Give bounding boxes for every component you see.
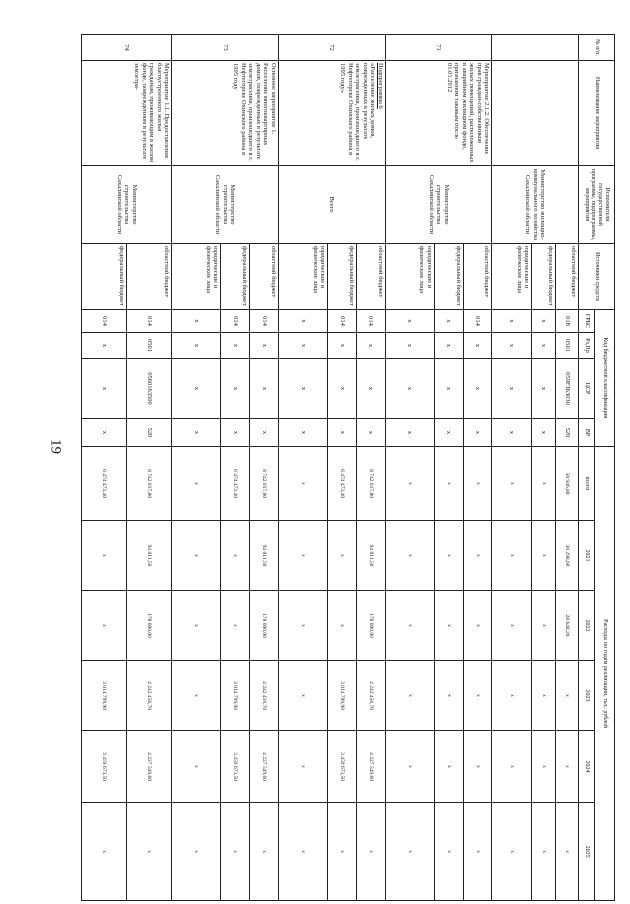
cell-activity-name bbox=[492, 61, 579, 166]
table-row bbox=[356, 35, 385, 901]
cell-row-number: 72 bbox=[278, 35, 385, 61]
cell-amount-total: x bbox=[463, 447, 492, 521]
header-year-2025: 2025 bbox=[579, 803, 595, 901]
cell-code-csr: x bbox=[278, 359, 327, 419]
cell-code-rzpr: x bbox=[463, 333, 492, 359]
cell-activity-name bbox=[82, 61, 172, 166]
cell-funding-source: федеральный бюджет bbox=[434, 244, 463, 310]
cell-code-csr: x bbox=[463, 359, 492, 419]
cell-code-vr: x bbox=[250, 419, 279, 447]
cell-amount-2021: x bbox=[221, 521, 250, 591]
cell-code-rzpr: x bbox=[328, 333, 357, 359]
cell-amount-2023: 4 242 456,70 bbox=[356, 661, 385, 731]
header-year-total: всего bbox=[579, 447, 595, 521]
cell-executor: Министерство строительства Сахалинской области bbox=[172, 166, 279, 244]
cell-amount-total: 6 474 473,40 bbox=[328, 447, 357, 521]
cell-amount-2025: x bbox=[172, 803, 221, 901]
cell-funding-source: областной бюджет bbox=[127, 244, 172, 310]
cell-code-vr: x bbox=[463, 419, 492, 447]
header-funding-sources: Источники средств bbox=[579, 244, 615, 310]
cell-amount-2022: 28 648,20 bbox=[555, 591, 578, 661]
cell-code-csr: x bbox=[532, 359, 555, 419]
cell-code-vr: x bbox=[278, 419, 327, 447]
cell-amount-2021: x bbox=[463, 521, 492, 591]
cell-funding-source: юридические и физические лица bbox=[385, 244, 434, 310]
cell-amount-2024: x bbox=[463, 731, 492, 803]
cell-code-grbs: x bbox=[278, 310, 327, 333]
cell-code-rzpr: 0501 bbox=[127, 333, 172, 359]
cell-amount-total: x bbox=[532, 447, 555, 521]
cell-row-number bbox=[492, 35, 579, 61]
cell-amount-2024: x bbox=[434, 731, 463, 803]
cell-row-number: 73 bbox=[172, 35, 279, 61]
activity-name-text: Мероприятие 1.1. Предоставление благоустроенного жилья гражданам, проживающим в жилом фонде, поврежденном в результате землетря- bbox=[133, 63, 171, 163]
cell-amount-2021: x bbox=[532, 521, 555, 591]
cell-amount-2025: x bbox=[82, 803, 127, 901]
cell-amount-2023: 3 014 799,90 bbox=[221, 661, 250, 731]
cell-amount-2022: x bbox=[532, 591, 555, 661]
cell-code-vr: x bbox=[385, 419, 434, 447]
cell-funding-source: юридические и физические лица bbox=[172, 244, 221, 310]
cell-amount-2022: x bbox=[172, 591, 221, 661]
cell-code-csr: x bbox=[492, 359, 532, 419]
cell-amount-2021: 30 298,60 bbox=[555, 521, 578, 591]
cell-code-grbs: 014 bbox=[356, 310, 385, 333]
cell-amount-total: 8 742 017,80 bbox=[250, 447, 279, 521]
cell-amount-2024: 3 459 673,50 bbox=[221, 731, 250, 803]
header-budget-codes: Код бюджетной классификации bbox=[595, 310, 615, 447]
cell-amount-2022: x bbox=[492, 591, 532, 661]
cell-funding-source: областной бюджет bbox=[463, 244, 492, 310]
header-row-number: № п/п. bbox=[579, 35, 615, 61]
cell-amount-2022: 178 000,00 bbox=[127, 591, 172, 661]
cell-code-csr: x bbox=[221, 359, 250, 419]
cell-code-vr: x bbox=[221, 419, 250, 447]
budget-table-container bbox=[81, 34, 615, 880]
cell-activity-name bbox=[172, 61, 279, 166]
cell-code-csr: x bbox=[328, 359, 357, 419]
cell-amount-2023: x bbox=[532, 661, 555, 731]
cell-code-vr: x bbox=[492, 419, 532, 447]
table-row bbox=[250, 35, 279, 901]
cell-executor: Министерство строительства Сахалинской области bbox=[385, 166, 492, 244]
cell-code-grbs: 018 bbox=[555, 310, 578, 333]
cell-amount-2025: x bbox=[356, 803, 385, 901]
cell-amount-2023: x bbox=[172, 661, 221, 731]
cell-code-grbs: 014 bbox=[127, 310, 172, 333]
cell-code-rzpr: x bbox=[385, 333, 434, 359]
cell-code-grbs: x bbox=[532, 310, 555, 333]
cell-code-csr: x bbox=[172, 359, 221, 419]
cell-amount-2025: x bbox=[278, 803, 327, 901]
cell-amount-2022: 178 000,00 bbox=[356, 591, 385, 661]
cell-amount-2024: x bbox=[278, 731, 327, 803]
cell-amount-total: x bbox=[434, 447, 463, 521]
cell-executor: Всего bbox=[278, 166, 385, 244]
cell-code-grbs: x bbox=[385, 310, 434, 333]
cell-amount-2021: x bbox=[385, 521, 434, 591]
cell-amount-2021: x bbox=[172, 521, 221, 591]
cell-amount-2023: 3 014 799,90 bbox=[328, 661, 357, 731]
page-number: 19 bbox=[47, 439, 64, 454]
cell-code-vr: x bbox=[82, 419, 127, 447]
cell-funding-source: областной бюджет bbox=[356, 244, 385, 310]
cell-amount-2024: x bbox=[532, 731, 555, 803]
cell-amount-2024: 3 459 673,50 bbox=[328, 731, 357, 803]
table-header bbox=[579, 35, 615, 901]
header-code-csr: ЦСР bbox=[579, 359, 595, 419]
cell-amount-2025: x bbox=[555, 803, 578, 901]
cell-amount-2023: x bbox=[555, 661, 578, 731]
cell-funding-source: областной бюджет bbox=[555, 244, 578, 310]
cell-amount-2023: x bbox=[278, 661, 327, 731]
cell-amount-2022: x bbox=[385, 591, 434, 661]
cell-amount-2024: x bbox=[385, 731, 434, 803]
budget-table bbox=[81, 34, 615, 901]
activity-name-text: «Расселение жилых домов, поврежденных в результате землетрясения, произошедшего в г. Нефтегорске Охинского района в 1995 году» bbox=[339, 63, 377, 161]
cell-code-grbs: x bbox=[492, 310, 532, 333]
table-row bbox=[555, 35, 578, 901]
cell-funding-source: областной бюджет bbox=[250, 244, 279, 310]
table-row bbox=[127, 35, 172, 901]
cell-amount-total: 6 474 473,40 bbox=[82, 447, 127, 521]
cell-amount-total: x bbox=[278, 447, 327, 521]
cell-code-csr: x bbox=[434, 359, 463, 419]
cell-amount-2025: x bbox=[250, 803, 279, 901]
cell-amount-2024: 4 227 549,60 bbox=[250, 731, 279, 803]
cell-code-csr: x bbox=[82, 359, 127, 419]
cell-code-csr: x bbox=[385, 359, 434, 419]
cell-funding-source: юридические и физические лица bbox=[278, 244, 327, 310]
cell-amount-total: 8 742 017,80 bbox=[127, 447, 172, 521]
cell-amount-2022: x bbox=[82, 591, 127, 661]
cell-amount-total: 6 474 473,40 bbox=[221, 447, 250, 521]
cell-amount-2025: x bbox=[434, 803, 463, 901]
table-row bbox=[463, 35, 492, 901]
header-code-grbs: ГРБС bbox=[579, 310, 595, 333]
cell-amount-total: x bbox=[492, 447, 532, 521]
cell-code-grbs: x bbox=[172, 310, 221, 333]
cell-amount-2022: 178 000,00 bbox=[250, 591, 279, 661]
cell-amount-2025: x bbox=[492, 803, 532, 901]
cell-code-grbs: 014 bbox=[82, 310, 127, 333]
header-expenses: Расходы по годам реализации, тыс. рублей bbox=[595, 447, 615, 901]
cell-code-rzpr: x bbox=[221, 333, 250, 359]
cell-amount-2021: 94 011,50 bbox=[250, 521, 279, 591]
cell-activity-name bbox=[385, 61, 492, 166]
cell-amount-2021: x bbox=[278, 521, 327, 591]
cell-code-vr: 520 bbox=[127, 419, 172, 447]
cell-code-vr: x bbox=[532, 419, 555, 447]
cell-funding-source: юридические и физические лица bbox=[492, 244, 532, 310]
cell-code-csr: x bbox=[250, 359, 279, 419]
header-year-2021: 2021 bbox=[579, 521, 595, 591]
cell-code-rzpr: x bbox=[172, 333, 221, 359]
cell-code-grbs: 014 bbox=[328, 310, 357, 333]
cell-amount-2022: x bbox=[434, 591, 463, 661]
cell-funding-source: федеральный бюджет bbox=[328, 244, 357, 310]
cell-amount-2023: x bbox=[385, 661, 434, 731]
cell-amount-2024: 4 227 549,60 bbox=[127, 731, 172, 803]
cell-code-vr: x bbox=[434, 419, 463, 447]
cell-amount-2021: x bbox=[82, 521, 127, 591]
cell-amount-2022: x bbox=[463, 591, 492, 661]
cell-amount-2024: 4 227 549,60 bbox=[356, 731, 385, 803]
cell-code-grbs: 014 bbox=[250, 310, 279, 333]
cell-amount-total: x bbox=[385, 447, 434, 521]
cell-row-number: 71 bbox=[385, 35, 492, 61]
subprogram-label: Подпрограмма 6 bbox=[376, 63, 384, 109]
cell-amount-2021: 94 011,50 bbox=[356, 521, 385, 591]
header-year-2024: 2024 bbox=[579, 731, 595, 803]
cell-activity-name bbox=[278, 61, 385, 166]
header-year-2022: 2022 bbox=[579, 591, 595, 661]
cell-code-csr: x bbox=[356, 359, 385, 419]
cell-amount-2025: x bbox=[328, 803, 357, 901]
activity-name-text: Основное мероприятие 1. Расселение многоквартирных домов, поврежденных в результате землетрясения, произошедшего в г. Нефтегорске Охинского района в 1995 году bbox=[232, 63, 277, 161]
cell-amount-2025: x bbox=[463, 803, 492, 901]
cell-amount-2025: x bbox=[532, 803, 555, 901]
cell-executor: Министерство строительства Сахалинской области bbox=[82, 166, 172, 244]
cell-funding-source: федеральный бюджет bbox=[82, 244, 127, 310]
cell-amount-total: 8 742 017,80 bbox=[356, 447, 385, 521]
cell-amount-2024: 3 459 673,50 bbox=[82, 731, 127, 803]
header-code-rzpr: Рз,Пр bbox=[579, 333, 595, 359]
cell-amount-2022: x bbox=[278, 591, 327, 661]
cell-code-vr: x bbox=[356, 419, 385, 447]
cell-amount-total: x bbox=[172, 447, 221, 521]
cell-amount-2022: x bbox=[221, 591, 250, 661]
cell-amount-2023: x bbox=[463, 661, 492, 731]
cell-amount-2024: x bbox=[492, 731, 532, 803]
header-executor: Исполнители государственной программы, подпрограммы, мероприятия bbox=[579, 166, 615, 244]
cell-code-grbs: x bbox=[434, 310, 463, 333]
cell-code-rzpr: x bbox=[532, 333, 555, 359]
cell-code-grbs: 014 bbox=[221, 310, 250, 333]
cell-amount-2021: x bbox=[328, 521, 357, 591]
cell-amount-2025: x bbox=[127, 803, 172, 901]
cell-amount-2023: 3 014 799,90 bbox=[82, 661, 127, 731]
cell-amount-2023: 4 242 456,70 bbox=[250, 661, 279, 731]
cell-funding-source: федеральный бюджет bbox=[221, 244, 250, 310]
cell-amount-2023: 4 242 456,70 bbox=[127, 661, 172, 731]
cell-code-rzpr: x bbox=[278, 333, 327, 359]
cell-amount-2023: x bbox=[434, 661, 463, 731]
cell-code-vr: 520 bbox=[555, 419, 578, 447]
header-year-2023: 2023 bbox=[579, 661, 595, 731]
header-code-vr: ВР bbox=[579, 419, 595, 447]
cell-amount-2022: x bbox=[328, 591, 357, 661]
cell-code-vr: x bbox=[328, 419, 357, 447]
cell-code-grbs: 014 bbox=[463, 310, 492, 333]
cell-code-rzpr: x bbox=[82, 333, 127, 359]
cell-amount-2024: x bbox=[555, 731, 578, 803]
cell-code-rzpr: x bbox=[250, 333, 279, 359]
cell-row-number: 74 bbox=[82, 35, 172, 61]
cell-amount-2023: x bbox=[492, 661, 532, 731]
cell-amount-2021: x bbox=[492, 521, 532, 591]
cell-code-rzpr: x bbox=[434, 333, 463, 359]
cell-amount-total: 58 946,80 bbox=[555, 447, 578, 521]
cell-code-rzpr: x bbox=[492, 333, 532, 359]
header-activity-name: Наименование мероприятия bbox=[579, 61, 615, 166]
cell-executor: Министерство жилищно-коммунального хозяйства Сахалинской области bbox=[492, 166, 579, 244]
cell-code-rzpr: x bbox=[356, 333, 385, 359]
cell-code-rzpr: 0501 bbox=[555, 333, 578, 359]
cell-amount-2021: 94 011,50 bbox=[127, 521, 172, 591]
cell-amount-2024: x bbox=[172, 731, 221, 803]
cell-amount-2025: x bbox=[385, 803, 434, 901]
cell-code-vr: x bbox=[172, 419, 221, 447]
cell-code-csr: 0560163500 bbox=[127, 359, 172, 419]
cell-amount-2025: x bbox=[221, 803, 250, 901]
cell-amount-2021: x bbox=[434, 521, 463, 591]
cell-code-csr: 059F363030 bbox=[555, 359, 578, 419]
cell-funding-source: федеральный бюджет bbox=[532, 244, 555, 310]
activity-name-text: Мероприятие 2.1.2. Обеспечение прав граждан-собственников жилых помещений, расположенных в аварийном жилищном фонде, признанном таковым после 01.01.2012 bbox=[445, 63, 491, 163]
table-body bbox=[82, 35, 579, 901]
